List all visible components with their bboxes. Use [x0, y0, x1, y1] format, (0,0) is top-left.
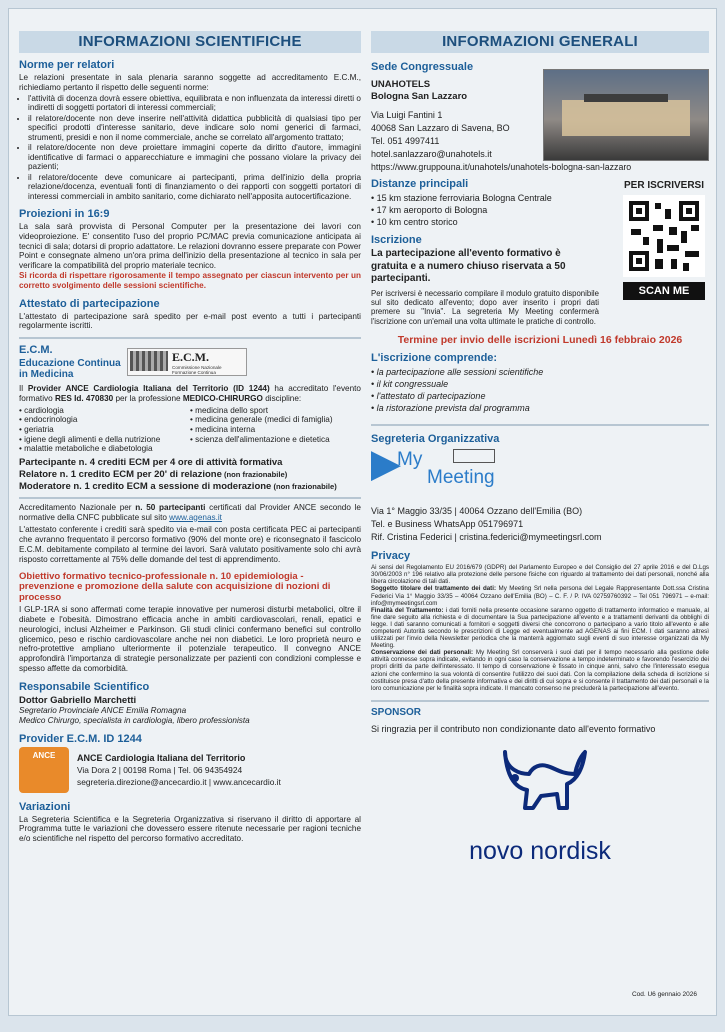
sede-block [371, 61, 539, 161]
distanze-label: 15 km stazione ferroviaria Bologna Centrale [376, 193, 552, 203]
text-span: certificati dal Provider ANCE secondo le normative della CNFC pubblicate sul sito [19, 502, 361, 522]
comprende-label: la ristorazione prevista dal programma [376, 403, 530, 414]
discipline-item: • geriatria [19, 425, 54, 435]
logo-meeting: Meeting [427, 467, 495, 489]
distanze-iscrizione-block [371, 178, 709, 326]
privacy-label: Soggetto titolare del trattamento dei dati: [371, 585, 497, 593]
logo-boxes [453, 449, 495, 463]
segreteria-phone: Tel. e Business WhatsApp 051796971 [371, 519, 524, 530]
disciplines [19, 406, 361, 454]
iscrizione-block [371, 234, 599, 326]
divider [19, 497, 361, 499]
left-band-title: INFORMAZIONI SCIENTIFICHE [19, 31, 361, 53]
text-span: (non frazionabile) [271, 481, 337, 491]
relatori-title: Norme per relatori [19, 59, 115, 71]
res-id: RES Id. 470830 [54, 394, 114, 404]
comprende-label: il kit congressuale [376, 379, 449, 390]
divider [19, 337, 361, 339]
provider-contacts: segreteria.direzione@ancecardio.it | www.ancecardio.it [77, 776, 281, 787]
distanze-item: • 15 km stazione ferroviaria Bologna Centrale [371, 193, 552, 203]
sede-name-1: UNAHOTELS [371, 79, 431, 90]
privacy-finalita [371, 607, 709, 650]
discipline-label: igiene degli alimenti e della nutrizione [24, 434, 161, 444]
relatori-intro: Le relazioni presentate in sala plenaria saranno soggette ad accreditamento E.C.M., richiediamo pertanto il rispetto delle seguenti norme: [19, 73, 361, 92]
text-span: discipline: [262, 394, 302, 404]
comprende-item: • il kit congressuale [371, 379, 449, 390]
discipline-item: • cardiologia [19, 405, 64, 415]
text-span: per la professione [113, 394, 183, 404]
comprende-title: L'iscrizione comprende: [371, 352, 498, 365]
discipline-item: • scienza dell'alimentazione e dietetica [190, 434, 330, 444]
hotel-roof [584, 94, 668, 102]
ecm-logo [127, 348, 247, 376]
discipline-item: • malattie metaboliche e diabetologia [19, 444, 153, 454]
list-item: • il relatore/docente non deve proiettare immagini coperte da diritto d'autore, immagini identificative di farmaci o apparecchiature e immagini che possano violare la privacy dei pazienti; [28, 143, 361, 172]
discipline-label: medicina dello sport [195, 405, 268, 415]
responsabile-title: Responsabile Scientifico [19, 680, 150, 693]
iscrizione-title: Iscrizione [371, 234, 422, 246]
relatori-list [19, 94, 361, 202]
discipline-item: • medicina dello sport [190, 405, 268, 415]
sponsor-logo-text: novo nordisk [469, 836, 611, 865]
hotel-photo [543, 69, 709, 161]
profession: MEDICO-CHIRURGO [182, 394, 263, 404]
document-code: Cod. U6 gennaio 2026 [631, 991, 697, 998]
logo-my: My [397, 449, 423, 471]
segreteria-title: Segreteria Organizzativa [371, 433, 500, 446]
distanze-item: • 10 km centro storico [371, 217, 458, 227]
sede-title: Sede Congressuale [371, 61, 474, 73]
sede-email[interactable]: hotel.sanlazzaro@unahotels.it [371, 149, 492, 159]
attestato-text: L'attestato di partecipazione sarà spedito per e-mail post evento a tutti i partecipanti regolarmente iscritti. [19, 311, 361, 331]
responsabile-role-1: Segretario Provinciale ANCE Emilia Romagna [19, 705, 187, 715]
privacy-conservazione [371, 649, 709, 692]
sponsor-title: SPONSOR [371, 706, 422, 718]
provider-details [77, 752, 281, 788]
obiettivo-title: Obiettivo formativo tecnico-professionale n. 10 epidemiologia - prevenzione e promozione della salute con acquisizione di nozioni di processo [19, 570, 331, 603]
discipline-label: geriatria [24, 425, 54, 435]
iscriversi-label: PER ISCRIVERSI [623, 180, 705, 191]
obiettivo-text: I GLP-1RA si sono affermati come terapie innovative per numerosi disturbi metabolici, oltre il diabete e l'obesità. Dimostrano efficacia anche in ambiti cardiovascolari, renali, epatici e neurologici, inclusi Alzheimer e Parkinson. Gli studi clinici confermano benefici sul controllo glicemico, peso e rischio cardiovascolare anche nei non diabetici. Le loro proprietà neuro e nefro-protettive ampliano ulteriormente il potenziale terapeutico. Il convegno ANCE approfondirà l'importanza di strategie personalizzate per pazienti con condizioni complesse e spesso affette da comorbidità. [19, 605, 361, 673]
discipline-item: • igiene degli alimenti e della nutrizione [19, 434, 161, 444]
comprende-label: l'attestato di partecipazione [376, 391, 486, 402]
text-span: Il [19, 384, 28, 394]
novo-nordisk-logo [371, 744, 709, 866]
divider [371, 424, 709, 426]
privacy-label: Finalità del Trattamento: [371, 606, 444, 614]
text-span: Moderatore n. 1 credito ECM a sessione di moderazione [19, 480, 272, 492]
ecm-accreditation [19, 384, 361, 404]
comprende-item: • la ristorazione prevista dal programma [371, 403, 530, 414]
discipline-label: medicina generale (medici di famiglia) [195, 415, 333, 425]
termine-iscrizioni: Termine per invio delle iscrizioni Lunedì 16 febbraio 2026 [397, 334, 683, 347]
ecm-certificate-text: L'attestato conferente i crediti sarà spedito via e-mail con posta certificata PEC ai partecipanti che avranno frequentato il percorso formativo (90% del monte ore) e riconsegnato il fascicolo E.C.M. debitamente compilato al termine dei lavori. Sarà valutato positivamente solo chi avrà risposto correttamente al 75% delle domande del test di apprendimento. [19, 525, 361, 564]
credits-moderator [19, 481, 361, 493]
brochure-page [8, 8, 717, 1016]
list-item: • il relatore/docente non deve inserire nell'attività didattica pubblicità di qualsiasi tipo per specifici prodotti d'interesse sanitario, deve indicare solo nomi generici di farmaci, strumenti, presidi e non il nome commerciale, anche se correlato all'argomento trattato; [28, 114, 361, 143]
apis-bull-icon [485, 744, 595, 834]
variazioni-title: Variazioni [19, 800, 71, 813]
participants-count: n. 50 partecipanti [135, 502, 206, 512]
discipline-item: • medicina generale (medici di famiglia) [190, 415, 333, 425]
provider-block [19, 747, 361, 793]
qr-code[interactable] [623, 195, 705, 300]
proiezioni-text: La sala sarà provvista di Personal Computer per la presentazione dei lavori con videoproiezione. E' consentito l'uso del proprio PC/MAC previa comunicazione anticipata ai tecnici di sala; dotarsi di proprio adattatore. Le relazioni dovranno essere preparate con Power Point e consegnate almeno un'ora prima dell'inizio della presentazione al tecnico in sala per verificare la compatibilità del proprio materiale tecnico. [19, 222, 361, 271]
iscrizione-bold: La partecipazione all'evento formativo è gratuita e a numero chiuso riservata a 50 partecipanti. [371, 248, 566, 284]
privacy-intro: Ai sensi del Regolamento EU 2016/679 (GDPR) del Parlamento Europeo e del Consiglio del 27 aprile 2016 e del D.Lgs 30/06/2003 n° 196 relativo alla protezione delle persone fisiche con riguardo al trattamento dei dati personali, nonché alla libera circolazione di tali dati. [371, 564, 709, 586]
ecm-title: E.C.M. [19, 344, 53, 357]
discipline-label: scienza dell'alimentazione e dietetica [195, 434, 330, 444]
list-item: • l'attività di docenza dovrà essere obiettiva, equilibrata e non influenzata da interessi diretti o indiretti di soggetti portatori di interessi commerciali; [28, 94, 361, 113]
ance-logo: ANCE [19, 747, 69, 793]
sede-name-2: Bologna San Lazzaro [371, 91, 468, 102]
credits-speaker [19, 469, 361, 481]
proiezioni-title: Proiezioni in 16:9 [19, 208, 110, 221]
comprende-item: • la partecipazione alle sessioni scientifiche [371, 367, 544, 378]
proiezioni-warning: Si ricorda di rispettare rigorosamente il tempo assegnato per ciascun intervento per un corretto svolgimento delle sessioni scientifiche. [19, 271, 361, 290]
ecm-logo-text: E.C.M. [172, 350, 209, 365]
sede-address-2: 40068 San Lazzaro di Savena, BO [371, 123, 510, 133]
text-span: i dati forniti nella presente occasione saranno oggetto di trattamento informatico e manuale, al fine dare seguito alla richiesta e di documentare la Sua partecipazione all'evento e a trattamenti derivanti da obblighi di legge. I dati saranno comunicati a fornitori e soggetti diversi che concorrono o partecipano a vario titolo all'evento e alle competenti Autorità secondo le prescrizioni di Legge ed eventualmente ad AGENAS ai fini ECM. I dati saranno altresì utilizzati per l'invio della Newsletter periodica che la manterrà aggiornato sugli eventi di suo interesse organizzati da My Meeting. [371, 606, 710, 650]
comprende-label: la partecipazione alle sessioni scientifiche [376, 367, 544, 378]
distanze-item: • 17 km aeroporto di Bologna [371, 205, 488, 215]
comprende-item: • l'attestato di partecipazione [371, 391, 486, 402]
variazioni-text: La Segreteria Scientifica e la Segreteria Organizzativa si riservano il diritto di apportare al Programma tutte le variazioni che dovessero essere ritenute necessarie per ragioni tecniche e/o scientifiche nel rispetto del percorso formativo accreditato. [19, 814, 361, 844]
left-column [19, 9, 361, 844]
ecm-subtitle: Educazione Continua in Medicina [19, 358, 121, 381]
privacy-titolare [371, 585, 709, 606]
privacy-label: Conservazione dei dati personali: [371, 649, 474, 657]
provider-address: Via Dora 2 | 00198 Roma | Tel. 06 94354924 [77, 764, 243, 775]
agenas-link[interactable]: www.agenas.it [169, 512, 222, 522]
text-span: Relatore n. 1 credito ECM per 20' di relazione [19, 468, 222, 480]
text-span: Accreditamento Nazionale per [19, 502, 136, 512]
ecm-header [19, 344, 361, 380]
iscrizione-text: Per iscriversi è necessario compilare il modulo gratuito disponibile sul sito dedicato all'evento; dopo aver inserito i propri dati premere su "Invia". La segreteria My Meeting confermerà l'iscrizione con un'email una volta ultimate le pratiche di controllo. [371, 288, 599, 326]
text-span: (non frazionabile) [221, 469, 288, 479]
text-span: My Meeting Srl nella persona del Legale Rappresentante Dott.ssa Cristina Federici Via 1° Maggio 33/35 – 40064 Ozzano dell'Emilia (BO) – C. F. / P. IVA 02759760392 – Tel 051 796971 – e-mail: info@mymeetingsrl.com [371, 585, 709, 607]
segreteria-contact[interactable]: Rif. Cristina Federici | cristina.federici@mymeetingsrl.com [371, 532, 602, 543]
divider [371, 700, 709, 702]
hotel-building [562, 100, 690, 136]
sede-website[interactable]: https://www.gruppouna.it/unahotels/unahotels-bologna-san-lazzaro [371, 162, 632, 172]
responsabile-name: Dottor Gabriello Marchetti [19, 694, 137, 706]
responsabile-role-2: Medico Chirurgo, specialista in cardiologia, libero professionista [19, 715, 250, 725]
ecm-logo-figures [130, 351, 168, 371]
discipline-label: endocrinologia [24, 415, 78, 425]
disciplines-right [190, 406, 361, 454]
distanze-label: 17 km aeroporto di Bologna [376, 205, 488, 215]
discipline-item: • endocrinologia [19, 415, 78, 425]
right-band-title: INFORMAZIONI GENERALI [371, 31, 709, 53]
ecm-logo-subtext: Commissione Nazionale Formazione Continua [172, 365, 222, 376]
disciplines-left [19, 406, 190, 454]
qr-icon [623, 195, 705, 277]
right-column [371, 9, 710, 998]
provider-title: Provider E.C.M. ID 1244 [19, 732, 142, 745]
qr-block [619, 180, 709, 300]
segreteria-address: Via 1° Maggio 33/35 | 40064 Ozzano dell'Emilia (BO) [371, 506, 583, 517]
attestato-title: Attestato di partecipazione [19, 297, 160, 310]
text-span: ha accreditato l'evento formativo [19, 384, 361, 404]
scan-me-label: SCAN ME [623, 282, 705, 300]
discipline-item: • medicina interna [190, 425, 256, 435]
sponsor-text: Si ringrazia per il contributo non condizionante dato all'evento formativo [371, 723, 656, 734]
sede-phone: Tel. 051 4997411 [371, 136, 440, 146]
discipline-label: cardiologia [24, 405, 64, 415]
privacy-title: Privacy [371, 550, 411, 563]
mymeeting-logo [371, 449, 709, 495]
ecm-credits [19, 457, 361, 493]
ecm-titles [19, 344, 121, 380]
provider-name-line: ANCE Cardiologia Italiana del Territorio [77, 752, 246, 763]
discipline-label: medicina interna [195, 425, 256, 435]
credits-participant: Partecipante n. 4 crediti ECM per 4 ore di attività formativa [19, 456, 283, 468]
distanze-title: Distanze principali [371, 178, 469, 190]
distanze-label: 10 km centro storico [376, 217, 458, 227]
text-span: My Meeting Srl conserverà i suoi dati per il tempo necessario alla gestione delle attività connesse sopra indicate, evitando in ogni caso la conservazione a tempo indeterminato e favorendo l'esercizio dei propri diritti da parte dell'interessato. Il tempo di conservazione è fissato in cinque anni, salvo che l'interessato esegua azioni che confermino la sua volontà di consentire l'utilizzo dei suoi dati. Con la compilazione della scheda di iscrizione si costituisce presa d'atto della presente informativa e dei diritti di cui sopra e si consente il trattamento dei dati personali e la loro comunicazione per le finalità sopra indicate. Il mancato consenso ne precluderà la partecipazione all'evento. [371, 649, 709, 692]
provider-name: Provider ANCE Cardiologia Italiana del Territorio (ID 1244) [27, 384, 270, 394]
sede-address-1: Via Luigi Fantini 1 [371, 110, 443, 120]
national-accreditation [19, 503, 361, 523]
discipline-label: malattie metaboliche e diabetologia [24, 444, 153, 454]
list-item: • il relatore/docente deve comunicare ai partecipanti, prima dell'inizio della propria relazione/docenza, eventuali fonti di finanziamento o dei rapporti con soggetti portatori di interessi commerciali in ambito sanitario, come dichiarato nell'apposita autocertificazione. [28, 173, 361, 202]
